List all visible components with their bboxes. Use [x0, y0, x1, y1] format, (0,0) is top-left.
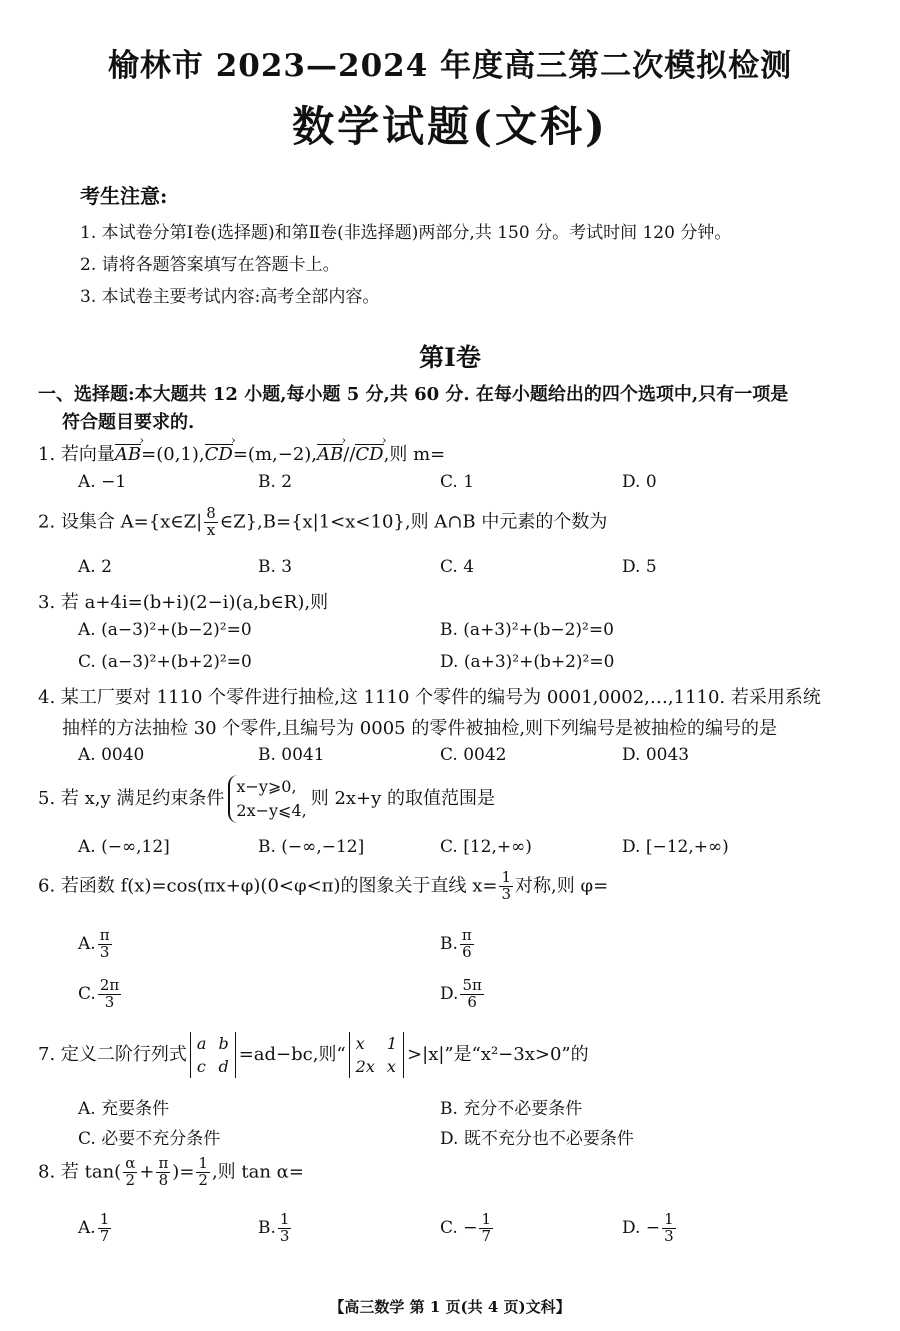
q8-option-c: C. − $\frac{1}{7}$	[440, 1210, 491, 1245]
q4-option-c: C. 0042	[440, 745, 507, 765]
notice-heading: 考生注意:	[80, 184, 168, 208]
section-title: 第Ⅰ卷	[419, 343, 481, 372]
q6-option-b: B. $\frac{\pi}{6}$	[440, 926, 472, 961]
q1-option-b: B. 2	[258, 472, 293, 492]
question-8: 8. 若 tan( $\frac{\alpha}{2}$ + $\frac{\pi}{8}$ )= $\frac{1}{2}$ ,则 tan α=	[38, 1154, 304, 1189]
q5-option-a: A. (−∞,12]	[78, 837, 170, 857]
q8-option-b: B. $\frac{1}{3}$	[258, 1210, 290, 1245]
q6-option-d: D. $\frac{5\pi}{6}$	[440, 976, 482, 1011]
determinant-abcd: a b c d	[190, 1032, 236, 1078]
vector-ab: AB ›	[115, 444, 141, 465]
q1-option-d: D. 0	[622, 472, 657, 492]
constraint-system: x−y⩾0, 2x−y⩽4,	[228, 775, 306, 823]
notice-item-2: 2. 请将各题答案填写在答题卡上。	[80, 255, 340, 275]
q2-option-b: B. 3	[258, 557, 293, 577]
q4-option-d: D. 0043	[622, 745, 690, 765]
q8-option-d: D. − $\frac{1}{3}$	[622, 1210, 674, 1245]
instruction-line-1: 一、选择题:本大题共 12 小题,每小题 5 分,共 60 分. 在每小题给出的四个选项中,只有一项是	[38, 384, 789, 405]
q3-option-d: D. (a+3)²+(b+2)²=0	[440, 652, 615, 672]
notice-item-3: 3. 本试卷主要考试内容:高考全部内容。	[80, 287, 380, 307]
q3-option-a: A. (a−3)²+(b−2)²=0	[78, 620, 252, 640]
fraction-1-over-3: $\frac{1}{3}$	[501, 868, 512, 903]
q7-option-d: D. 既不充分也不必要条件	[440, 1129, 634, 1149]
q4-option-b: B. 0041	[258, 745, 325, 765]
q8-option-a: A. $\frac{1}{7}$	[78, 1210, 110, 1245]
question-3: 3. 若 a+4i=(b+i)(2−i)(a,b∈R),则	[38, 592, 329, 613]
q5-option-d: D. [−12,+∞)	[622, 837, 729, 857]
exam-subtitle: 数学试题(文科)	[292, 102, 608, 151]
q7-option-b: B. 充分不必要条件	[440, 1099, 583, 1119]
q7-option-c: C. 必要不充分条件	[78, 1129, 221, 1149]
question-5: 5. 若 x,y 满足约束条件x−y⩾0, 2x−y⩽4,则 2x+y 的取值范围是	[38, 775, 495, 823]
q2-option-c: C. 4	[440, 557, 475, 577]
q3-option-b: B. (a+3)²+(b−2)²=0	[440, 620, 614, 640]
q2-option-a: A. 2	[78, 557, 112, 577]
question-4-line-2: 抽样的方法抽检 30 个零件,且编号为 0005 的零件被抽检,则下列编号是被抽检的编号的是	[62, 718, 778, 739]
page-footer: 【高三数学 第 1 页(共 4 页)文科】	[329, 1298, 571, 1316]
question-6: 6. 若函数 f(x)=cos(πx+φ)(0<φ<π)的图象关于直线 x= $\frac{1}{3}$ 对称,则 φ=	[38, 868, 609, 903]
q5-option-b: B. (−∞,−12]	[258, 837, 365, 857]
q6-option-c: C. $\frac{2\pi}{3}$	[78, 976, 120, 1011]
vector-cd-2: CD ›	[355, 444, 383, 465]
vector-ab-2: AB ›	[317, 444, 343, 465]
exam-title: 榆林市 2023—2024 年度高三第二次模拟检测	[107, 48, 793, 84]
q2-option-d: D. 5	[622, 557, 657, 577]
q5-option-c: C. [12,+∞)	[440, 837, 532, 857]
q3-option-c: C. (a−3)²+(b+2)²=0	[78, 652, 252, 672]
q4-option-a: A. 0040	[78, 745, 145, 765]
question-2: 2. 设集合 A={x∈Z| $\frac{8}{x}$ ∈Z},B={x|1<x<10},则 A∩B 中元素的个数为	[38, 504, 608, 539]
q6-option-a: A. $\frac{\pi}{3}$	[78, 926, 110, 961]
vector-cd: CD ›	[205, 444, 233, 465]
fraction-8-over-x: $\frac{8}{x}$	[206, 504, 216, 539]
question-7: 7. 定义二阶行列式a b c d=ad−bc,则“x 1 2x x>|x|”是“x²−3x>0”的	[38, 1032, 589, 1078]
instruction-line-2: 符合题目要求的.	[62, 412, 195, 433]
q1-option-c: C. 1	[440, 472, 475, 492]
notice-item-1: 1. 本试卷分第Ⅰ卷(选择题)和第Ⅱ卷(非选择题)两部分,共 150 分。考试时间 120 分钟。	[80, 223, 732, 243]
q1-option-a: A. −1	[78, 472, 127, 492]
q7-option-a: A. 充要条件	[78, 1099, 170, 1119]
question-1: 1. 若向量AB ›=(0,1),CD ›=(m,−2),AB ›//CD ›,则 m=	[38, 440, 445, 466]
determinant-x: x 1 2x x	[349, 1032, 404, 1078]
question-4-line-1: 4. 某工厂要对 1110 个零件进行抽检,这 1110 个零件的编号为 0001,0002,…,1110. 若采用系统	[38, 687, 821, 708]
